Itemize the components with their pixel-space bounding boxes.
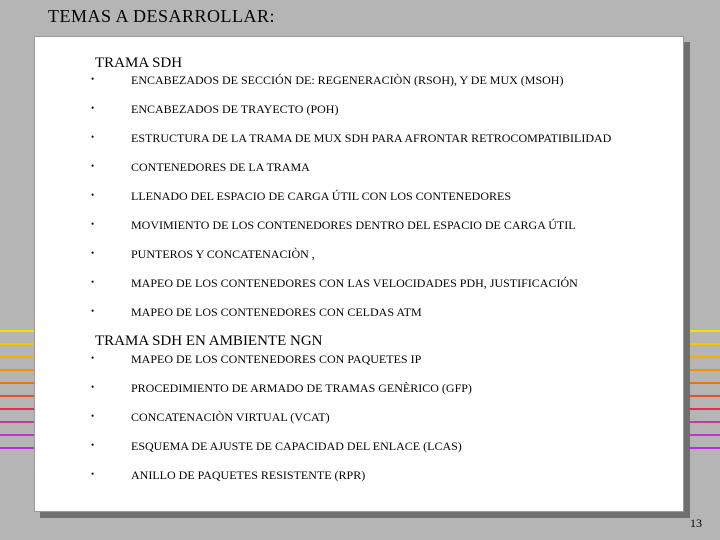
decorative-stripe <box>0 356 34 358</box>
page-number: 13 <box>690 516 702 530</box>
list-item <box>35 439 675 455</box>
list-item <box>35 189 675 205</box>
list-item <box>35 102 675 118</box>
list-item <box>35 73 675 89</box>
decorative-stripe <box>0 343 34 345</box>
list-item-text: ENCABEZADOS DE TRAYECTO (POH) <box>131 102 339 116</box>
list-item <box>35 247 675 263</box>
bullet-icon: • <box>91 469 95 479</box>
list-item-text: PUNTEROS Y CONCATENACIÒN , <box>131 247 315 261</box>
decorative-stripes-left <box>0 330 34 470</box>
decorative-stripe <box>0 369 34 371</box>
bullet-icon: • <box>91 219 95 229</box>
list-item <box>35 160 675 176</box>
list-item-text: MOVIMIENTO DE LOS CONTENEDORES DENTRO DEL ESPACIO DE CARGA ÚTIL <box>131 218 576 232</box>
bullet-icon: • <box>91 353 95 363</box>
bullet-icon: • <box>91 248 95 258</box>
list-item <box>35 305 675 321</box>
bullet-icon: • <box>91 74 95 84</box>
list-item-text: CONCATENACIÒN VIRTUAL (VCAT) <box>131 410 330 424</box>
bullet-icon: • <box>91 382 95 392</box>
list-item <box>35 468 675 484</box>
list-item <box>35 352 675 368</box>
list-item-text: MAPEO DE LOS CONTENEDORES CON CELDAS ATM <box>131 305 422 319</box>
decorative-stripe <box>0 421 34 423</box>
decorative-stripe <box>0 408 34 410</box>
list-item-text: ENCABEZADOS DE SECCIÓN DE: REGENERACIÒN (RSOH), Y DE MUX (MSOH) <box>131 73 564 87</box>
list-item-text: MAPEO DE LOS CONTENEDORES CON PAQUETES IP <box>131 352 422 366</box>
list-item <box>35 381 675 397</box>
section-heading-trama-sdh-ngn: TRAMA SDH EN AMBIENTE NGN <box>95 333 323 349</box>
list-item-text: LLENADO DEL ESPACIO DE CARGA ÚTIL CON LOS CONTENEDORES <box>131 189 511 203</box>
list-item-text: ESTRUCTURA DE LA TRAMA DE MUX SDH PARA AFRONTAR RETROCOMPATIBILIDAD <box>131 131 612 145</box>
list-item <box>35 218 675 234</box>
bullet-icon: • <box>91 440 95 450</box>
list-item-text: CONTENEDORES DE LA TRAMA <box>131 160 310 174</box>
list-item <box>35 276 675 292</box>
bullet-icon: • <box>91 277 95 287</box>
slide-title: TEMAS A DESARROLLAR: <box>48 6 276 26</box>
list-item <box>35 410 675 426</box>
decorative-stripe <box>0 434 34 436</box>
bullet-icon: • <box>91 306 95 316</box>
content-panel <box>34 36 684 512</box>
bullet-icon: • <box>91 132 95 142</box>
decorative-stripe <box>0 382 34 384</box>
section-heading-trama-sdh: TRAMA SDH <box>95 55 183 71</box>
decorative-stripe <box>0 330 34 332</box>
decorative-stripe <box>0 447 34 449</box>
bullet-icon: • <box>91 411 95 421</box>
list-item-text: ANILLO DE PAQUETES RESISTENTE (RPR) <box>131 468 366 482</box>
list-item-text: PROCEDIMIENTO DE ARMADO DE TRAMAS GENÈRICO (GFP) <box>131 381 472 395</box>
list-item-text: MAPEO DE LOS CONTENEDORES CON LAS VELOCIDADES PDH, JUSTIFICACIÓN <box>131 276 578 290</box>
decorative-stripe <box>0 395 34 397</box>
bullet-icon: • <box>91 103 95 113</box>
bullet-icon: • <box>91 190 95 200</box>
list-item <box>35 131 675 147</box>
list-item-text: ESQUEMA DE AJUSTE DE CAPACIDAD DEL ENLACE (LCAS) <box>131 439 462 453</box>
bullet-icon: • <box>91 161 95 171</box>
